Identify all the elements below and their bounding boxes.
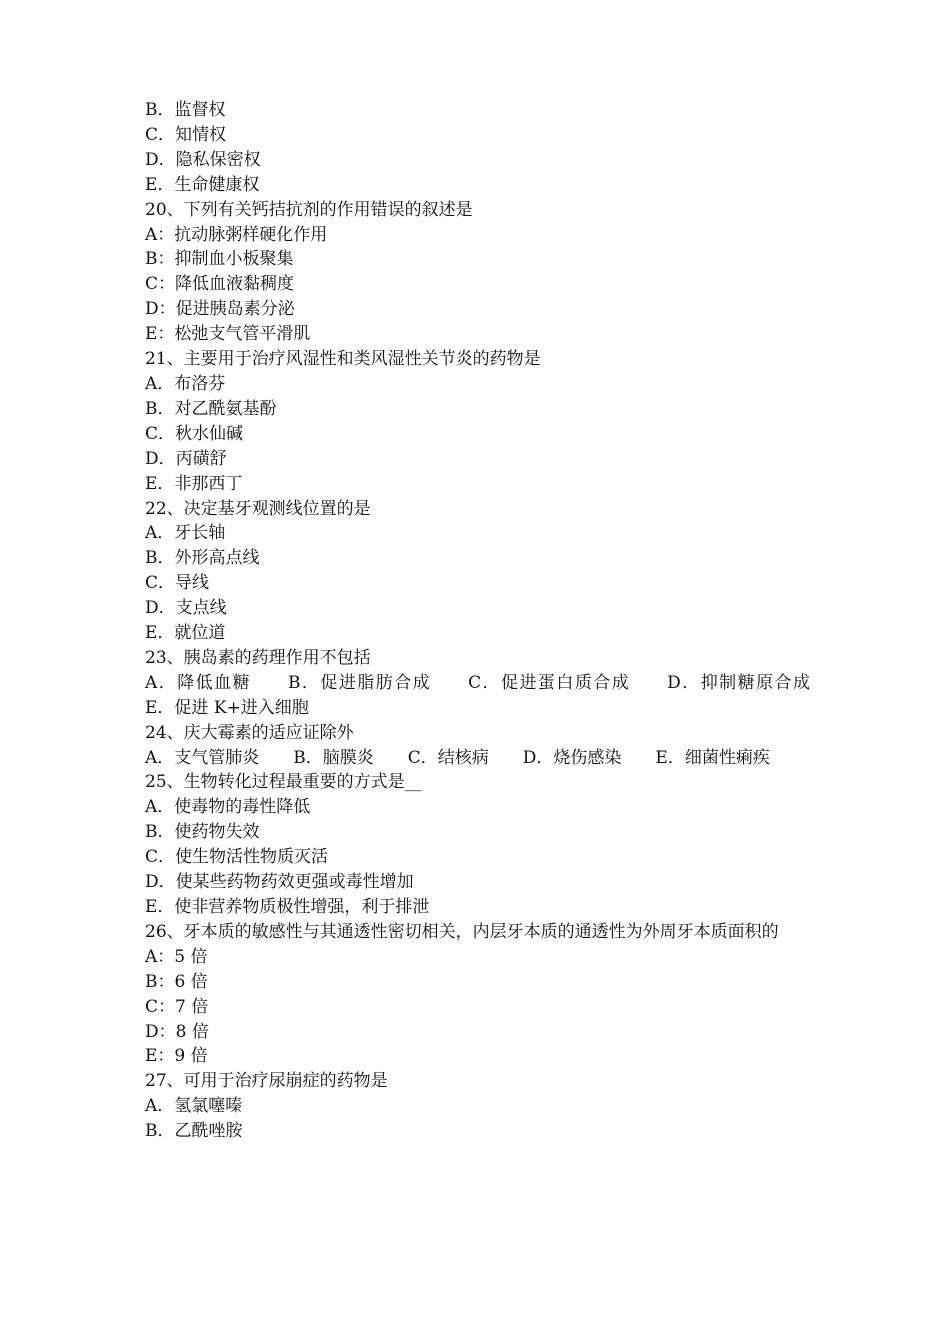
option-line: D．支点线 <box>145 598 227 619</box>
option-line: D：8 倍 <box>145 1021 209 1042</box>
question-20: 20、下列有关钙拮抗剂的作用错误的叙述是 <box>145 199 473 220</box>
document-body <box>145 98 844 1144</box>
option-line: B．外形高点线 <box>145 548 260 569</box>
option-line: D：促进胰岛素分泌 <box>145 299 295 320</box>
option-line: C：降低血液黏稠度 <box>145 274 295 295</box>
question-21: 21、主要用于治疗风湿性和类风湿性关节炎的药物是 <box>145 349 541 370</box>
option-line: C．秋水仙碱 <box>145 423 244 444</box>
option-line: E：9 倍 <box>145 1046 208 1067</box>
option-line: B：抑制血小板聚集 <box>145 249 294 270</box>
option-line: E．生命健康权 <box>145 174 260 195</box>
option-line: E：松弛支气管平滑肌 <box>145 324 311 345</box>
option-line: A：抗动脉粥样硬化作用 <box>145 224 328 245</box>
option-line: D．隐私保密权 <box>145 149 261 170</box>
question-25: 25、生物转化过程最重要的方式是__ <box>145 772 422 793</box>
option-line: A．牙长轴 <box>145 523 226 544</box>
option-line: C．知情权 <box>145 124 227 145</box>
question-22: 22、决定基牙观测线位置的是 <box>145 498 371 519</box>
option-line: E．就位道 <box>145 623 226 644</box>
option-line: E．使非营养物质极性增强，利于排泄 <box>145 897 430 917</box>
option-line: C．导线 <box>145 573 210 594</box>
option-line: B．乙酰唑胺 <box>145 1121 243 1142</box>
option-line: B．监督权 <box>145 100 226 120</box>
option-line: A．布洛芬 <box>145 373 226 394</box>
option-line: A．氢氯噻嗪 <box>145 1096 243 1117</box>
question-26: 26、牙本质的敏感性与其通透性密切相关，内层牙本质的通透性为外周牙本质面积的 <box>145 921 779 942</box>
option-line: D．丙磺舒 <box>145 448 227 469</box>
option-line: D．使某些药物药效更强或毒性增加 <box>145 872 414 893</box>
option-line: B．使药物失效 <box>145 822 260 843</box>
option-line: C：7 倍 <box>145 996 209 1017</box>
option-line: A．使毒物的毒性降低 <box>145 797 311 818</box>
option-line: E．非那西丁 <box>145 473 243 494</box>
option-line: B．对乙酰氨基酚 <box>145 398 277 419</box>
question-24: 24、庆大霉素的适应证除外 <box>145 722 354 743</box>
options-inline-23: A．降低血糖 B．促进脂肪合成 C．促进蛋白质合成 D．抑制糖原合成 E．促进 K+进入细胞 <box>145 672 844 718</box>
question-27: 27、可用于治疗尿崩症的药物是 <box>145 1071 388 1092</box>
option-line: A：5 倍 <box>145 946 208 967</box>
option-line: B：6 倍 <box>145 971 208 992</box>
option-line: C．使生物活性物质灭活 <box>145 847 329 868</box>
options-inline-24: A．支气管肺炎 B．脑膜炎 C．结核病 D．烧伤感染 E．细菌性痢疾 <box>145 747 770 768</box>
question-23: 23、胰岛素的药理作用不包括 <box>145 647 371 668</box>
